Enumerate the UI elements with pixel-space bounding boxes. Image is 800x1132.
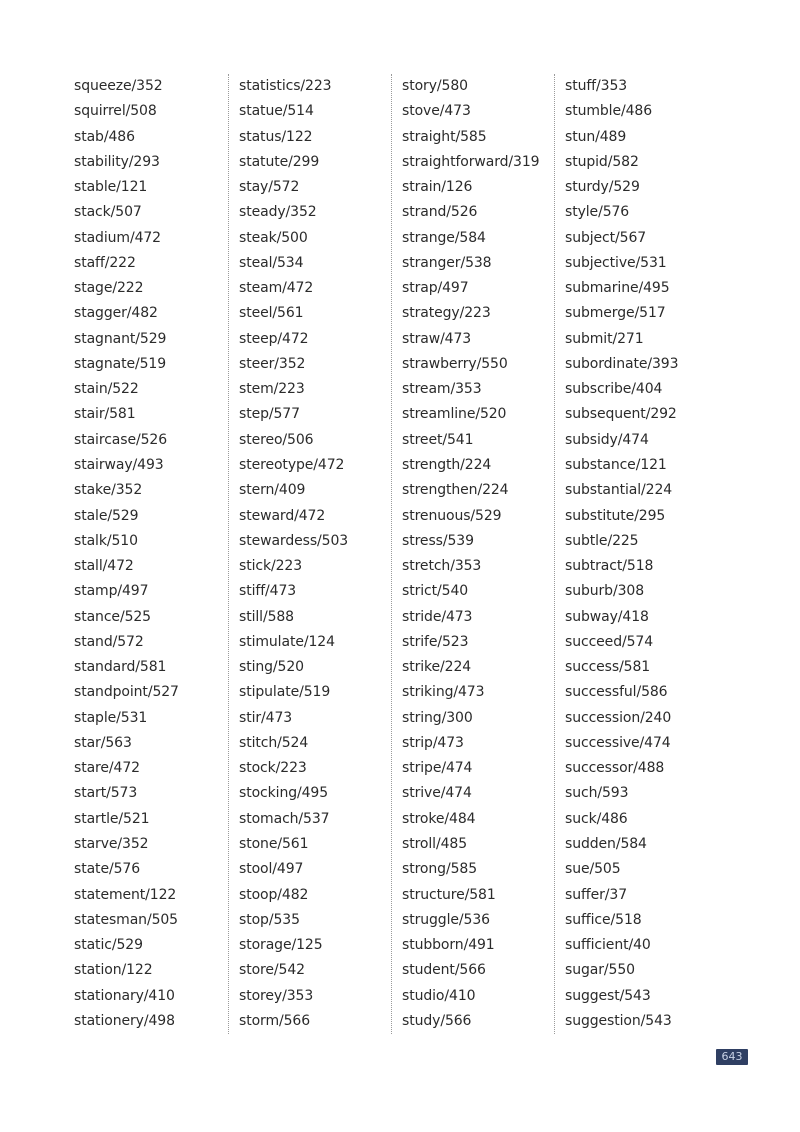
index-entry: strengthen/224 <box>402 482 509 499</box>
index-entry: success/581 <box>565 659 651 676</box>
word-index <box>66 74 736 1034</box>
index-entry: stare/472 <box>74 760 140 777</box>
index-entry: stand/572 <box>74 633 144 650</box>
index-entry: statesman/505 <box>74 911 178 928</box>
index-entry: submerge/517 <box>565 305 666 322</box>
index-entry: statute/299 <box>239 153 320 170</box>
index-entry: status/122 <box>239 128 313 145</box>
index-entry: stove/473 <box>402 103 471 120</box>
index-entry: suggest/543 <box>565 987 651 1004</box>
index-entry: stance/525 <box>74 608 151 625</box>
index-entry: still/588 <box>239 608 294 625</box>
index-entry: sudden/584 <box>565 835 647 852</box>
index-column-2 <box>228 74 391 1034</box>
index-entry: stem/223 <box>239 381 305 398</box>
index-entry: successor/488 <box>565 760 665 777</box>
index-entry: stalk/510 <box>74 532 138 549</box>
index-entry: substance/121 <box>565 456 667 473</box>
index-entry: stimulate/124 <box>239 633 335 650</box>
index-entry: streamline/520 <box>402 406 507 423</box>
index-entry: student/566 <box>402 962 486 979</box>
index-entry: state/576 <box>74 861 141 878</box>
index-column-4 <box>554 74 736 1034</box>
index-entry: stage/222 <box>74 280 144 297</box>
index-entry: sugar/550 <box>565 962 635 979</box>
index-entry: staircase/526 <box>74 431 168 448</box>
index-entry: story/580 <box>402 78 468 94</box>
index-entry: subtract/518 <box>565 558 654 575</box>
index-entry: steward/472 <box>239 507 326 524</box>
index-entry: stress/539 <box>402 532 474 549</box>
index-entry: stranger/538 <box>402 254 492 271</box>
index-entry: stationary/410 <box>74 987 175 1004</box>
index-entry: statistics/223 <box>239 78 332 94</box>
index-entry: stable/121 <box>74 179 148 196</box>
index-entry: standpoint/527 <box>74 684 179 701</box>
index-entry: stewardess/503 <box>239 532 349 549</box>
index-entry: stocking/495 <box>239 785 329 802</box>
index-entry: stipulate/519 <box>239 684 331 701</box>
index-entry: squeeze/352 <box>74 78 163 94</box>
index-entry: stall/472 <box>74 558 134 575</box>
index-entry: stubborn/491 <box>402 937 495 954</box>
index-entry: statue/514 <box>239 103 314 120</box>
index-entry: stake/352 <box>74 482 143 499</box>
index-entry: sue/505 <box>565 861 621 878</box>
index-entry: subsidy/474 <box>565 431 649 448</box>
index-entry: stern/409 <box>239 482 306 499</box>
index-entry: suffice/518 <box>565 911 642 928</box>
index-entry: strenuous/529 <box>402 507 502 524</box>
index-entry: street/541 <box>402 431 474 448</box>
index-entry: steal/534 <box>239 254 304 271</box>
index-entry: subscribe/404 <box>565 381 663 398</box>
index-entry: steady/352 <box>239 204 317 221</box>
index-entry: stripe/474 <box>402 760 473 777</box>
index-entry: suffer/37 <box>565 886 628 903</box>
index-entry: strife/523 <box>402 633 469 650</box>
index-entry: stone/561 <box>239 835 309 852</box>
index-entry: suck/486 <box>565 810 628 827</box>
index-entry: starve/352 <box>74 835 149 852</box>
index-column-3 <box>391 74 554 1034</box>
index-entry: substantial/224 <box>565 482 673 499</box>
index-entry: standard/581 <box>74 659 167 676</box>
index-entry: stale/529 <box>74 507 139 524</box>
index-entry: startle/521 <box>74 810 150 827</box>
index-entry: start/573 <box>74 785 138 802</box>
index-entry: structure/581 <box>402 886 496 903</box>
index-entry: stamp/497 <box>74 583 149 600</box>
index-entry: stab/486 <box>74 128 135 145</box>
index-entry: strand/526 <box>402 204 478 221</box>
index-entry: such/593 <box>565 785 629 802</box>
index-entry: stack/507 <box>74 204 142 221</box>
index-entry: successive/474 <box>565 734 671 751</box>
index-entry: succeed/574 <box>565 633 654 650</box>
index-entry: string/300 <box>402 709 473 726</box>
index-entry: submit/271 <box>565 330 644 347</box>
index-entry: staple/531 <box>74 709 148 726</box>
index-entry: steak/500 <box>239 229 308 246</box>
index-entry: striking/473 <box>402 684 485 701</box>
index-entry: suggestion/543 <box>565 1012 672 1029</box>
index-entry: straw/473 <box>402 330 472 347</box>
index-entry: stagnant/529 <box>74 330 167 347</box>
index-entry: stride/473 <box>402 608 473 625</box>
index-entry: stagnate/519 <box>74 355 167 372</box>
index-entry: strike/224 <box>402 659 472 676</box>
index-entry: store/542 <box>239 962 305 979</box>
index-entry: strange/584 <box>402 229 486 246</box>
index-entry: studio/410 <box>402 987 476 1004</box>
index-entry: stagger/482 <box>74 305 158 322</box>
index-entry: submarine/495 <box>565 280 670 297</box>
index-entry: stop/535 <box>239 911 300 928</box>
index-entry: stream/353 <box>402 381 482 398</box>
index-column-1 <box>66 74 228 1034</box>
index-entry: star/563 <box>74 734 132 751</box>
index-entry: station/122 <box>74 962 153 979</box>
index-entry: stay/572 <box>239 179 300 196</box>
index-entry: sting/520 <box>239 659 304 676</box>
index-entry: stuff/353 <box>565 78 628 94</box>
index-entry: strength/224 <box>402 456 492 473</box>
index-entry: strawberry/550 <box>402 355 508 372</box>
index-entry: suburb/308 <box>565 583 645 600</box>
index-entry: squirrel/508 <box>74 103 157 120</box>
index-entry: steam/472 <box>239 280 314 297</box>
index-entry: stomach/537 <box>239 810 330 827</box>
index-entry: statement/122 <box>74 886 177 903</box>
page-number: 643 <box>716 1049 748 1065</box>
index-entry: staff/222 <box>74 254 136 271</box>
index-entry: subsequent/292 <box>565 406 677 423</box>
index-entry: stun/489 <box>565 128 627 145</box>
index-entry: strategy/223 <box>402 305 491 322</box>
index-entry: storm/566 <box>239 1012 311 1029</box>
index-entry: stroll/485 <box>402 835 468 852</box>
index-entry: strap/497 <box>402 280 469 297</box>
index-entry: stadium/472 <box>74 229 161 246</box>
index-entry: steer/352 <box>239 355 306 372</box>
index-entry: stationery/498 <box>74 1012 175 1029</box>
index-entry: strive/474 <box>402 785 472 802</box>
index-entry: subjective/531 <box>565 254 667 271</box>
index-entry: step/577 <box>239 406 300 423</box>
index-entry: stability/293 <box>74 153 160 170</box>
index-entry: straightforward/319 <box>402 153 540 170</box>
index-entry: successful/586 <box>565 684 668 701</box>
index-entry: stretch/353 <box>402 558 482 575</box>
index-entry: strip/473 <box>402 734 464 751</box>
index-entry: strict/540 <box>402 583 469 600</box>
index-entry: subtle/225 <box>565 532 639 549</box>
index-entry: stick/223 <box>239 558 303 575</box>
index-entry: stereo/506 <box>239 431 314 448</box>
index-entry: subject/567 <box>565 229 647 246</box>
index-entry: stock/223 <box>239 760 307 777</box>
index-entry: stereotype/472 <box>239 456 345 473</box>
index-entry: stair/581 <box>74 406 136 423</box>
index-entry: stumble/486 <box>565 103 653 120</box>
index-entry: style/576 <box>565 204 630 221</box>
index-entry: struggle/536 <box>402 911 490 928</box>
index-entry: stitch/524 <box>239 734 309 751</box>
index-entry: stoop/482 <box>239 886 309 903</box>
index-entry: subordinate/393 <box>565 355 679 372</box>
index-entry: study/566 <box>402 1012 472 1029</box>
index-entry: sturdy/529 <box>565 179 640 196</box>
index-entry: stupid/582 <box>565 153 639 170</box>
index-entry: strong/585 <box>402 861 477 878</box>
index-entry: storage/125 <box>239 937 323 954</box>
index-entry: stairway/493 <box>74 456 164 473</box>
index-entry: steel/561 <box>239 305 304 322</box>
index-entry: straight/585 <box>402 128 487 145</box>
index-entry: strain/126 <box>402 179 473 196</box>
index-entry: succession/240 <box>565 709 672 726</box>
index-entry: stir/473 <box>239 709 293 726</box>
index-entry: stroke/484 <box>402 810 476 827</box>
index-entry: storey/353 <box>239 987 314 1004</box>
index-entry: subway/418 <box>565 608 649 625</box>
index-entry: sufficient/40 <box>565 937 651 954</box>
index-entry: stain/522 <box>74 381 139 398</box>
index-entry: stool/497 <box>239 861 304 878</box>
index-entry: static/529 <box>74 937 143 954</box>
index-entry: steep/472 <box>239 330 309 347</box>
index-entry: stiff/473 <box>239 583 297 600</box>
index-entry: substitute/295 <box>565 507 666 524</box>
